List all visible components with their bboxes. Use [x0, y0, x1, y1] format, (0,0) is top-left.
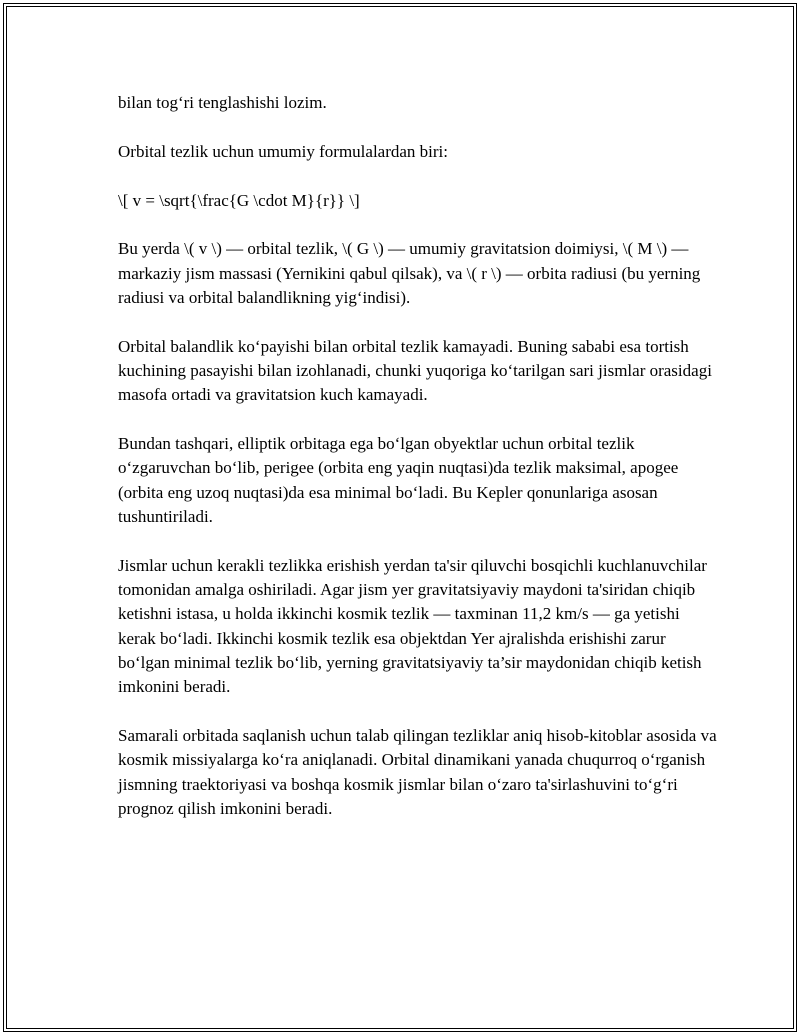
paragraph-continuation: bilan tog‘ri tenglashishi lozim.: [118, 93, 327, 112]
paragraph-formula-intro: Orbital tezlik uchun umumiy formulalardan biri:: [118, 141, 448, 161]
paragraph-altitude: Orbital balandlik ko‘payishi bilan orbital tezlik kamayadi. Buning sababi esa tortish kuchining pasayishi bilan izohlanadi, chunki yuqoriga ko‘tarilgan sari jismlar orasidagi masofa ortadi va gravitatsion kuch kamayadi.: [118, 336, 712, 405]
paragraph-variables: Bu yerda \( v \) — orbital tezlik, \( G \) — umumiy gravitatsion doimiysi, \( M \) — markaziy jism massasi (Yernikini qabul qilsak), va \( r \) — orbita radiusi (bu yerning radiusi va orbital balandlikning yig‘indisi).: [118, 239, 701, 307]
paragraph-formula: \[ v = \sqrt{\frac{G \cdot M}{r}} \]: [118, 190, 360, 210]
paragraph-elliptic: Bundan tashqari, elliptik orbitaga ega bo‘lgan obyektlar uchun orbital tezlik o‘zgaruvchan bo‘lib, perigee (orbita eng yaqin nuqtasi)da tezlik maksimal, apogee (orbita eng uzoq nuqtasi)da esa minimal bo‘ladi. Bu Kepler qonunlariga asosan tushuntiriladi.: [118, 434, 679, 527]
paragraph-conclusion: Samarali orbitada saqlanish uchun talab qilingan tezliklar aniq hisob-kitoblar asosida va kosmik missiyalarga ko‘ra aniqlanadi. Orbital dinamikani yanada chuqurroq o‘rganish jismning traektoriyasi va boshqa kosmik jismlar bilan o‘zaro ta'sirlashuvini to‘g‘ri prognoz qilish imkonini beradi.: [118, 726, 717, 819]
paragraph-escape-velocity: Jismlar uchun kerakli tezlikka erishish yerdan ta'sir qiluvchi bosqichli kuchlanuvchilar tomonidan amalga oshiriladi. Agar jism yer gravitatsiyaviy maydoni ta'siridan chiqib ketishni istasa, u holda ikkinchi kosmik tezlik — taxminan 11,2 km/s — ga yetishi kerak bo‘ladi. Ikkinchi kosmik tezlik esa objektdan Yer ajralishda erishishi zarur bo‘lgan minimal tezlik bo‘lib, yerning gravitatsiyaviy ta’sir maydonidan chiqib ketish imkonini beradi.: [118, 555, 707, 697]
document-body: [118, 91, 718, 846]
